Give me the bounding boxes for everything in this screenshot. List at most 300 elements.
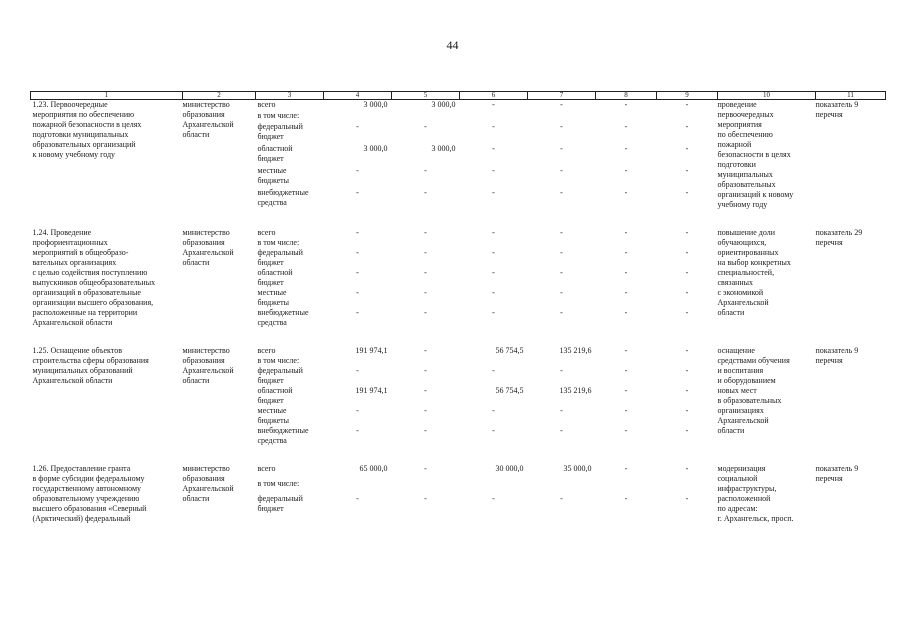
- amount-cell-col-5: -: [424, 406, 427, 415]
- indicator-line: показатель 9: [815, 100, 859, 109]
- amount-cell-col-6: -: [492, 308, 495, 317]
- funding-source-line: бюджет: [257, 258, 284, 267]
- funding-source-line: федеральный: [257, 122, 303, 132]
- funding-source-line: местные: [257, 165, 287, 175]
- amount-cell-col-9: -: [685, 494, 689, 503]
- amount-cell-col-6: -: [492, 144, 495, 153]
- indicator-line: показатель 9: [815, 346, 859, 355]
- expected-result: [718, 100, 816, 211]
- funding-source-line: всего: [257, 464, 276, 473]
- amount-cell-col-6: [460, 238, 528, 248]
- amount-cell-col-5: -: [424, 366, 427, 375]
- executor-line: образования: [182, 110, 225, 119]
- column-header-2: 2: [183, 92, 256, 100]
- amount-cell-col-9: -: [685, 144, 689, 153]
- amount-cell-col-6: -: [492, 366, 495, 375]
- amount-cell-col-5: 3 000,0: [431, 100, 456, 109]
- measure-title-line: организаций в образовательные: [32, 288, 141, 297]
- measure-title-line: Архангельской области: [32, 318, 113, 327]
- amount-cell-col-4: -: [356, 248, 359, 257]
- expected-result-line: с экономикой: [717, 288, 764, 297]
- indicator-line: перечня: [815, 238, 843, 247]
- measure-title-line: пожарной безопасности в целях: [32, 120, 142, 129]
- expected-result-line: организаций к новому: [717, 190, 794, 199]
- measure-title-line: 1.24. Проведение: [32, 228, 92, 237]
- funding-source-line: бюджеты: [257, 298, 290, 307]
- expected-result-line: повышение доли: [717, 228, 775, 237]
- amount-cell-col-6: -: [492, 406, 495, 415]
- expected-result-line: связанных: [717, 278, 754, 287]
- measure-title: [31, 100, 183, 211]
- amount-cell-col-5: -: [424, 248, 427, 257]
- table-row: [31, 464, 886, 479]
- amount-cell-col-5: -: [424, 464, 427, 473]
- executor: [183, 346, 256, 446]
- funding-source-line: в том числе:: [257, 356, 300, 365]
- funding-source: [256, 111, 324, 122]
- amount-cell-col-8: -: [624, 386, 628, 395]
- expected-result-line: и воспитания: [717, 366, 764, 375]
- funding-source: [256, 100, 324, 112]
- indicator-line: показатель 9: [815, 464, 859, 473]
- expected-result-line: средствами обучения: [717, 356, 790, 365]
- amount-cell-col-4: -: [356, 228, 359, 237]
- measure-title-line: (Арктический) федеральный: [32, 514, 131, 523]
- executor-line: министерство: [182, 228, 230, 237]
- expected-result-line: проведение: [717, 100, 757, 109]
- indicator-line: показатель 29: [815, 228, 863, 237]
- funding-source-line: бюджет: [257, 132, 284, 142]
- funding-source: [256, 464, 324, 479]
- funding-source: [256, 386, 324, 406]
- amount-cell-col-4: [324, 356, 392, 366]
- funding-source-line: областной: [257, 144, 293, 153]
- amount-cell-col-5: -: [424, 346, 427, 355]
- amount-cell-col-7: [528, 238, 596, 248]
- funding-source-line: бюджет: [257, 376, 284, 385]
- executor: [183, 100, 256, 211]
- measure-title-line: государственному автономному: [32, 484, 142, 493]
- measure-title-line: высшего образования «Северный: [32, 504, 147, 513]
- amount-cell-col-6: 56 754,5: [495, 346, 524, 355]
- executor: [183, 228, 256, 328]
- measure-title-line: Архангельской области: [32, 376, 113, 385]
- funding-source-line: федеральный: [257, 494, 303, 503]
- funding-source-line: федеральный: [257, 366, 303, 375]
- measure-title-line: расположенные на территории: [32, 308, 138, 317]
- amount-cell-col-5: -: [424, 308, 427, 317]
- amount-cell-col-7: 35 000,0: [563, 464, 592, 473]
- amount-cell-col-8: -: [624, 187, 628, 197]
- measure-title-line: мероприятия по обеспечению: [32, 110, 135, 119]
- amount-cell-col-8: [596, 111, 657, 122]
- expected-result-line: организациях: [717, 406, 764, 415]
- amount-cell-col-9: -: [685, 100, 689, 109]
- expected-result-line: учебному году: [717, 200, 768, 209]
- page-number: 44: [446, 38, 459, 52]
- amount-cell-col-9: -: [685, 426, 689, 435]
- amount-cell-col-7: -: [560, 366, 563, 375]
- executor-line: Архангельской: [182, 120, 234, 129]
- amount-cell-col-4: -: [356, 187, 359, 197]
- indicator-line: перечня: [815, 110, 843, 119]
- amount-cell-col-4: -: [356, 494, 359, 503]
- measure-title-line: муниципальных образований: [32, 366, 133, 375]
- funding-source-line: областной: [257, 268, 293, 277]
- table-row: [31, 346, 886, 356]
- funding-source-line: всего: [257, 100, 276, 109]
- funding-source-line: средства: [257, 318, 287, 327]
- funding-source-line: бюджет: [257, 504, 284, 513]
- expected-result-line: муниципальных: [717, 170, 773, 179]
- section-spacer: [31, 210, 886, 228]
- funding-source-line: в том числе:: [257, 479, 300, 488]
- measure-title-line: мероприятий в общеобразо-: [32, 248, 129, 257]
- funding-source: [256, 406, 324, 426]
- amount-cell-col-6: -: [492, 248, 495, 257]
- expected-result: [718, 228, 816, 328]
- amount-cell-col-8: -: [624, 346, 628, 355]
- expected-result-line: Архангельской: [717, 416, 769, 425]
- expected-result-line: инфраструктуры,: [717, 484, 777, 493]
- expected-result-line: ориентированных: [717, 248, 779, 257]
- amount-cell-col-7: -: [560, 248, 563, 257]
- funding-source: [256, 122, 324, 144]
- amount-cell-col-7: -: [560, 288, 563, 297]
- amount-cell-col-6: [460, 479, 528, 494]
- expected-result-line: подготовки: [717, 160, 756, 169]
- amount-cell-col-7: -: [560, 100, 563, 109]
- expected-result-line: г. Архангельск, просп.: [717, 514, 794, 523]
- expected-result-line: области: [717, 308, 745, 317]
- funding-source: [256, 426, 324, 446]
- funding-source-line: областной: [257, 386, 293, 395]
- amount-cell-col-6: [460, 111, 528, 122]
- expected-result-line: образовательных: [717, 180, 776, 189]
- executor: [183, 464, 256, 524]
- measure-title-line: организации высшего образования,: [32, 298, 154, 307]
- funding-source-line: внебюджетные: [257, 426, 309, 435]
- amount-cell-col-5: -: [424, 426, 427, 435]
- amount-cell-col-4: -: [356, 268, 359, 277]
- amount-cell-col-4: -: [356, 406, 359, 415]
- amount-cell-col-4: 191 974,1: [355, 346, 388, 355]
- amount-cell-col-7: -: [560, 308, 563, 317]
- expected-result-line: первоочередных: [717, 110, 774, 119]
- measure-title-line: 1.26. Предоставление гранта: [32, 464, 131, 473]
- measure-title: [31, 346, 183, 446]
- amount-cell-col-9: -: [685, 386, 689, 395]
- amount-cell-col-4: -: [356, 122, 359, 132]
- funding-source-line: всего: [257, 228, 276, 237]
- amount-cell-col-8: -: [624, 122, 628, 132]
- executor-line: Архангельской: [182, 248, 234, 257]
- measure-title-line: к новому учебному году: [32, 150, 116, 159]
- funding-source: [256, 188, 324, 210]
- measure-title-line: в форме субсидии федеральному: [32, 474, 145, 483]
- amount-cell-col-7: -: [560, 187, 563, 197]
- amount-cell-col-9: -: [685, 288, 689, 297]
- amount-cell-col-5: -: [424, 187, 427, 197]
- amount-cell-col-8: [596, 479, 657, 494]
- amount-cell-col-6: -: [492, 494, 495, 503]
- funding-source: [256, 356, 324, 366]
- funding-source-line: внебюджетные: [257, 187, 309, 197]
- expected-result: [718, 464, 816, 524]
- amount-cell-col-7: [528, 111, 596, 122]
- funding-source: [256, 494, 324, 524]
- executor-line: образования: [182, 238, 225, 247]
- expected-result-line: обучающихся,: [717, 238, 767, 247]
- amount-cell-col-4: -: [356, 288, 359, 297]
- measure-title-line: строительства сферы образования: [32, 356, 149, 365]
- amount-cell-col-8: -: [624, 100, 628, 109]
- table-row: [31, 228, 886, 238]
- column-header-9: 9: [657, 92, 718, 100]
- expected-result-line: расположенной: [717, 494, 771, 503]
- amount-cell-col-4: 3 000,0: [363, 144, 388, 153]
- funding-source: [256, 308, 324, 328]
- executor-line: области: [182, 376, 210, 385]
- amount-cell-col-6: -: [492, 228, 495, 237]
- expected-result-line: специальностей,: [717, 268, 775, 277]
- amount-cell-col-4: -: [356, 165, 359, 175]
- amount-cell-col-5: 3 000,0: [431, 144, 456, 153]
- amount-cell-col-9: [657, 238, 718, 248]
- amount-cell-col-4: -: [356, 366, 359, 375]
- amount-cell-col-7: -: [560, 228, 563, 237]
- indicator-line: перечня: [815, 474, 843, 483]
- amount-cell-col-6: 56 754,5: [495, 386, 524, 395]
- expected-result: [718, 346, 816, 446]
- amount-cell-col-4: [324, 111, 392, 122]
- amount-cell-col-5: [392, 238, 460, 248]
- amount-cell-col-9: -: [685, 464, 689, 473]
- amount-cell-col-5: -: [424, 228, 427, 237]
- expected-result-line: пожарной: [717, 140, 752, 149]
- amount-cell-col-8: -: [624, 268, 628, 277]
- executor-line: области: [182, 130, 210, 139]
- column-header-1: 1: [31, 92, 183, 100]
- amount-cell-col-7: -: [560, 122, 563, 132]
- amount-cell-col-4: 191 974,1: [355, 386, 388, 395]
- amount-cell-col-9: -: [685, 268, 689, 277]
- funding-source-line: местные: [257, 288, 287, 297]
- amount-cell-col-7: [528, 479, 596, 494]
- amount-cell-col-5: [392, 111, 460, 122]
- measure-title-line: 1.23. Первоочередные: [32, 100, 108, 109]
- amount-cell-col-9: -: [685, 165, 689, 175]
- amount-cell-col-7: -: [560, 494, 563, 503]
- expected-result-line: области: [717, 426, 745, 435]
- amount-cell-col-6: -: [492, 122, 495, 132]
- funding-source: [256, 248, 324, 268]
- funding-source-line: федеральный: [257, 248, 303, 257]
- amount-cell-col-8: -: [624, 165, 628, 175]
- amount-cell-col-4: 3 000,0: [363, 100, 388, 109]
- amount-cell-col-5: -: [424, 165, 427, 175]
- amount-cell-col-5: -: [424, 122, 427, 132]
- amount-cell-col-6: -: [492, 426, 495, 435]
- amount-cell-col-8: -: [624, 228, 628, 237]
- amount-cell-col-7: 135 219,6: [559, 386, 592, 395]
- amount-cell-col-9: [657, 356, 718, 366]
- amount-cell-col-5: -: [424, 288, 427, 297]
- amount-cell-col-7: -: [560, 426, 563, 435]
- executor-line: министерство: [182, 100, 230, 109]
- amount-cell-col-9: -: [685, 228, 689, 237]
- amount-cell-col-7: [528, 356, 596, 366]
- amount-cell-col-6: -: [492, 288, 495, 297]
- amount-cell-col-6: 30 000,0: [495, 464, 524, 473]
- funding-source-line: бюджеты: [257, 416, 290, 425]
- funding-source: [256, 479, 324, 494]
- funding-source: [256, 346, 324, 356]
- expected-result-line: новых мест: [717, 386, 757, 395]
- column-header-11: 11: [816, 92, 886, 100]
- amount-cell-col-4: [324, 479, 392, 494]
- funding-source-line: в том числе:: [257, 238, 300, 247]
- section-spacer: [31, 446, 886, 464]
- amount-cell-col-7: -: [560, 406, 563, 415]
- executor-line: министерство: [182, 346, 230, 355]
- measure-title-line: с целью содействия поступлению: [32, 268, 148, 277]
- column-number-header: [31, 92, 886, 100]
- measure-title-line: образовательному учреждению: [32, 494, 140, 503]
- column-header-4: 4: [324, 92, 392, 100]
- column-header-3: 3: [256, 92, 324, 100]
- amount-cell-col-7: -: [560, 144, 563, 153]
- indicator-reference: [816, 464, 886, 524]
- funding-source-line: бюджет: [257, 278, 284, 287]
- expected-result-line: Архангельской: [717, 298, 769, 307]
- amount-cell-col-9: -: [685, 122, 689, 132]
- funding-source: [256, 366, 324, 386]
- column-header-10: 10: [718, 92, 816, 100]
- measure-title-line: вательных организациях: [32, 258, 117, 267]
- amount-cell-col-8: -: [624, 426, 628, 435]
- measure-title: [31, 464, 183, 524]
- funding-source-line: средства: [257, 436, 287, 445]
- funding-source: [256, 288, 324, 308]
- executor-line: Архангельской: [182, 366, 234, 375]
- measure-title-line: выпускников общеобразовательных: [32, 278, 156, 287]
- amount-cell-col-8: -: [624, 144, 628, 153]
- amount-cell-col-9: [657, 479, 718, 494]
- expected-result-line: в образовательных: [717, 396, 782, 405]
- section-spacer: [31, 328, 886, 346]
- amount-cell-col-6: [460, 356, 528, 366]
- measure-title: [31, 228, 183, 328]
- amount-cell-col-4: 65 000,0: [359, 464, 388, 473]
- indicator-reference: [816, 228, 886, 328]
- funding-source-line: местные: [257, 406, 287, 415]
- measure-title-line: 1.25. Оснащение объектов: [32, 346, 122, 355]
- amount-cell-col-9: -: [685, 366, 689, 375]
- amount-cell-col-9: -: [685, 187, 689, 197]
- funding-source-line: бюджет: [257, 396, 284, 405]
- funding-source-line: средства: [257, 197, 287, 207]
- amount-cell-col-8: -: [624, 248, 628, 257]
- column-header-5: 5: [392, 92, 460, 100]
- expected-result-line: модернизация: [717, 464, 766, 473]
- executor-line: Архангельской: [182, 484, 234, 493]
- amount-cell-col-6: -: [492, 100, 495, 109]
- funding-source-line: всего: [257, 346, 276, 355]
- amount-cell-col-7: 135 219,6: [559, 346, 592, 355]
- amount-cell-col-8: -: [624, 308, 628, 317]
- expected-result-line: оснащение: [717, 346, 755, 355]
- amount-cell-col-6: -: [492, 165, 495, 175]
- amount-cell-col-4: -: [356, 308, 359, 317]
- funding-source-line: бюджет: [257, 154, 284, 163]
- expected-result-line: социальной: [717, 474, 758, 483]
- column-header-6: 6: [460, 92, 528, 100]
- amount-cell-col-5: -: [424, 268, 427, 277]
- funding-source-line: внебюджетные: [257, 308, 309, 317]
- table-body: [31, 100, 886, 525]
- funding-source: [256, 238, 324, 248]
- amount-cell-col-5: [392, 356, 460, 366]
- expected-result-line: по адресам:: [717, 504, 758, 513]
- amount-cell-col-9: -: [685, 406, 689, 415]
- amount-cell-col-6: -: [492, 187, 495, 197]
- indicator-reference: [816, 100, 886, 211]
- funding-source-line: в том числе:: [257, 111, 300, 121]
- amount-cell-col-8: [596, 356, 657, 366]
- amount-cell-col-9: -: [685, 308, 689, 317]
- expected-result-line: мероприятия: [717, 120, 762, 129]
- column-header-8: 8: [596, 92, 657, 100]
- expected-result-line: безопасности в целях: [717, 150, 791, 159]
- header-row: [31, 92, 886, 100]
- funding-source: [256, 228, 324, 238]
- amount-cell-col-8: -: [624, 366, 628, 375]
- executor-line: министерство: [182, 464, 230, 473]
- funding-source-line: бюджеты: [257, 175, 290, 185]
- amount-cell-col-8: -: [624, 406, 628, 415]
- amount-cell-col-5: -: [424, 494, 427, 503]
- funding-source: [256, 268, 324, 288]
- executor-line: области: [182, 494, 210, 503]
- expected-result-line: и оборудованием: [717, 376, 776, 385]
- program-table: [30, 91, 885, 524]
- amount-cell-col-7: -: [560, 165, 563, 175]
- amount-cell-col-4: -: [356, 426, 359, 435]
- column-header-7: 7: [528, 92, 596, 100]
- expected-result-line: на выбор конкретных: [717, 258, 791, 267]
- amount-cell-col-5: [392, 479, 460, 494]
- expected-result-line: по обеспечению: [717, 130, 773, 139]
- amount-cell-col-7: -: [560, 268, 563, 277]
- amount-cell-col-8: [596, 238, 657, 248]
- amount-cell-col-5: -: [424, 386, 427, 395]
- measure-title-line: образовательных организаций: [32, 140, 136, 149]
- measure-title-line: подготовки муниципальных: [32, 130, 129, 139]
- measure-title-line: профориентационных: [32, 238, 108, 247]
- amount-cell-col-8: -: [624, 288, 628, 297]
- table-row: [31, 100, 886, 112]
- executor-line: образования: [182, 356, 225, 365]
- indicator-reference: [816, 346, 886, 446]
- amount-cell-col-9: -: [685, 346, 689, 355]
- amount-cell-col-9: [657, 111, 718, 122]
- amount-cell-col-8: -: [624, 464, 628, 473]
- indicator-line: перечня: [815, 356, 843, 365]
- executor-line: области: [182, 258, 210, 267]
- amount-cell-col-6: -: [492, 268, 495, 277]
- funding-source: [256, 166, 324, 188]
